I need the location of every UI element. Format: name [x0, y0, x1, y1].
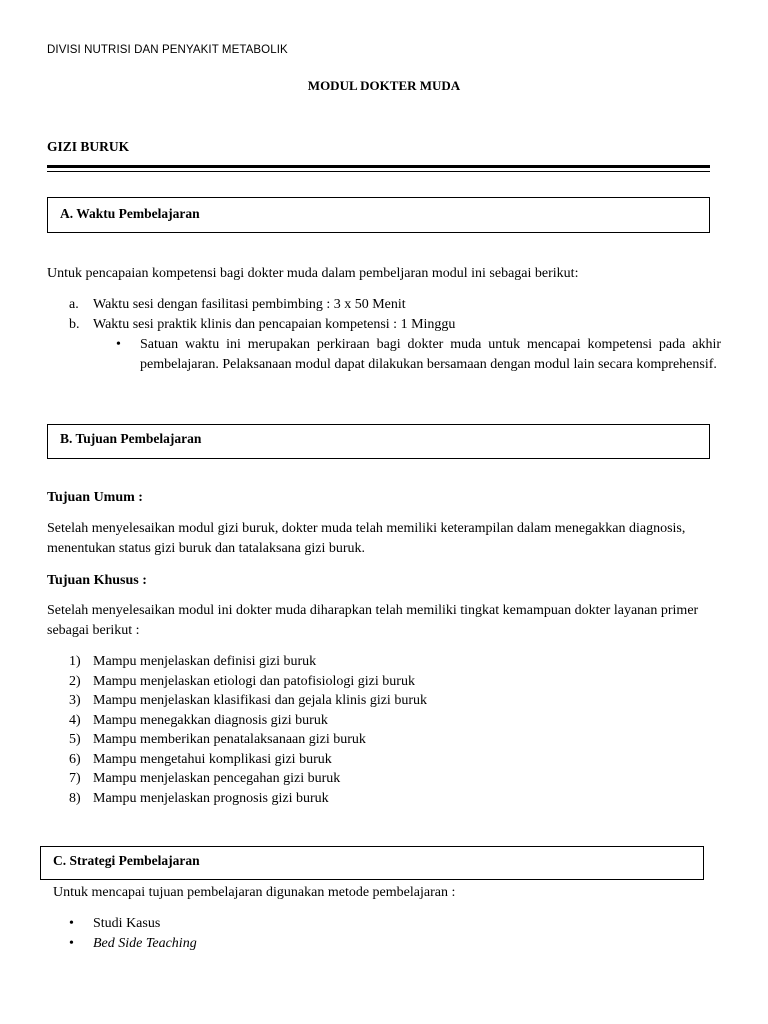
section-b-heading-box [47, 424, 710, 459]
list-marker: a. [69, 297, 79, 312]
division-header: DIVISI NUTRISI DAN PENYAKIT METABOLIK [47, 44, 288, 56]
section-a-list [69, 295, 733, 334]
list-item [116, 335, 721, 374]
section-c-bullets [69, 914, 693, 953]
list-item-text: Mampu memberikan penatalaksanaan gizi buruk [93, 732, 366, 747]
list-marker: 3) [69, 693, 81, 708]
section-b-heading: B. Tujuan Pembelajaran [60, 431, 202, 446]
list-item [69, 315, 733, 335]
bullet-marker: • [69, 935, 74, 951]
section-a-intro: Untuk pencapaian kompetensi bagi dokter muda dalam pembeljaran modul ini sebagai berikut: [47, 266, 579, 281]
list-item [69, 789, 723, 809]
list-marker: 7) [69, 771, 81, 786]
list-item [69, 652, 723, 672]
bullet-text: Bed Side Teaching [93, 935, 197, 951]
section-a-bullets [116, 335, 721, 374]
list-item-text: Mampu menjelaskan klasifikasi dan gejala klinis gizi buruk [93, 693, 427, 708]
list-marker: 4) [69, 712, 81, 728]
list-marker: 1) [69, 654, 81, 669]
list-item [69, 711, 723, 731]
list-item-text: Waktu sesi praktik klinis dan pencapaian kompetensi : 1 Minggu [93, 316, 456, 332]
section-a-heading-box [47, 197, 710, 233]
section-c-heading: C. Strategi Pembelajaran [53, 853, 200, 868]
list-item [69, 750, 723, 770]
list-item-text: Mampu menjelaskan etiologi dan patofisiologi gizi buruk [93, 673, 415, 689]
list-item [69, 730, 723, 750]
list-item [69, 914, 693, 934]
topic-title: GIZI BURUK [47, 139, 130, 154]
tujuan-khusus-text: Setelah menyelesaikan modul ini dokter muda diharapkan telah memiliki tingkat kemampuan dokter layanan primer sebagai berikut : [47, 603, 699, 638]
list-item-text: Mampu menjelaskan prognosis gizi buruk [93, 790, 329, 806]
section-a-heading: A. Waktu Pembelajaran [60, 206, 200, 221]
list-marker: 5) [69, 732, 81, 747]
list-marker: 8) [69, 790, 81, 806]
divider-thin [47, 171, 710, 172]
list-item-text: Waktu sesi dengan fasilitasi pembimbing : 3 x 50 Menit [93, 297, 406, 312]
section-c-heading-box [40, 846, 704, 880]
list-marker: 2) [69, 673, 81, 689]
list-item [69, 295, 733, 315]
list-item-text: Mampu menjelaskan pencegahan gizi buruk [93, 771, 341, 786]
list-item [69, 769, 723, 789]
list-item-text: Mampu mengetahui komplikasi gizi buruk [93, 751, 332, 767]
section-c-intro: Untuk mencapai tujuan pembelajaran digunakan metode pembelajaran : [53, 885, 456, 900]
list-item [69, 934, 693, 954]
list-item [69, 691, 723, 711]
list-item-text: Mampu menjelaskan definisi gizi buruk [93, 654, 317, 669]
tujuan-umum-text: Setelah menyelesaikan modul gizi buruk, dokter muda telah memiliki keterampilan dalam menegakkan diagnosis, menentukan status gizi buruk dan tatalaksana gizi buruk. [47, 521, 686, 556]
bullet-marker: • [116, 337, 121, 352]
tujuan-umum-title: Tujuan Umum : [47, 490, 143, 505]
list-item [69, 672, 723, 692]
bullet-text: Satuan waktu ini merupakan perkiraan bagi dokter muda untuk mencapai kompetensi pada akhir pembelajaran. Pelaksanaan modul dapat dilakukan bersamaan dengan modul lain secara komprehensif. [140, 337, 721, 372]
tujuan-khusus-list [69, 652, 723, 808]
list-item-text: Mampu menegakkan diagnosis gizi buruk [93, 712, 328, 728]
bullet-marker: • [69, 916, 74, 931]
page-title: MODUL DOKTER MUDA [307, 78, 461, 93]
tujuan-khusus-title: Tujuan Khusus : [47, 573, 147, 588]
bullet-text: Studi Kasus [93, 916, 161, 931]
list-marker: b. [69, 316, 80, 332]
list-marker: 6) [69, 751, 81, 767]
divider-thick [47, 165, 710, 168]
